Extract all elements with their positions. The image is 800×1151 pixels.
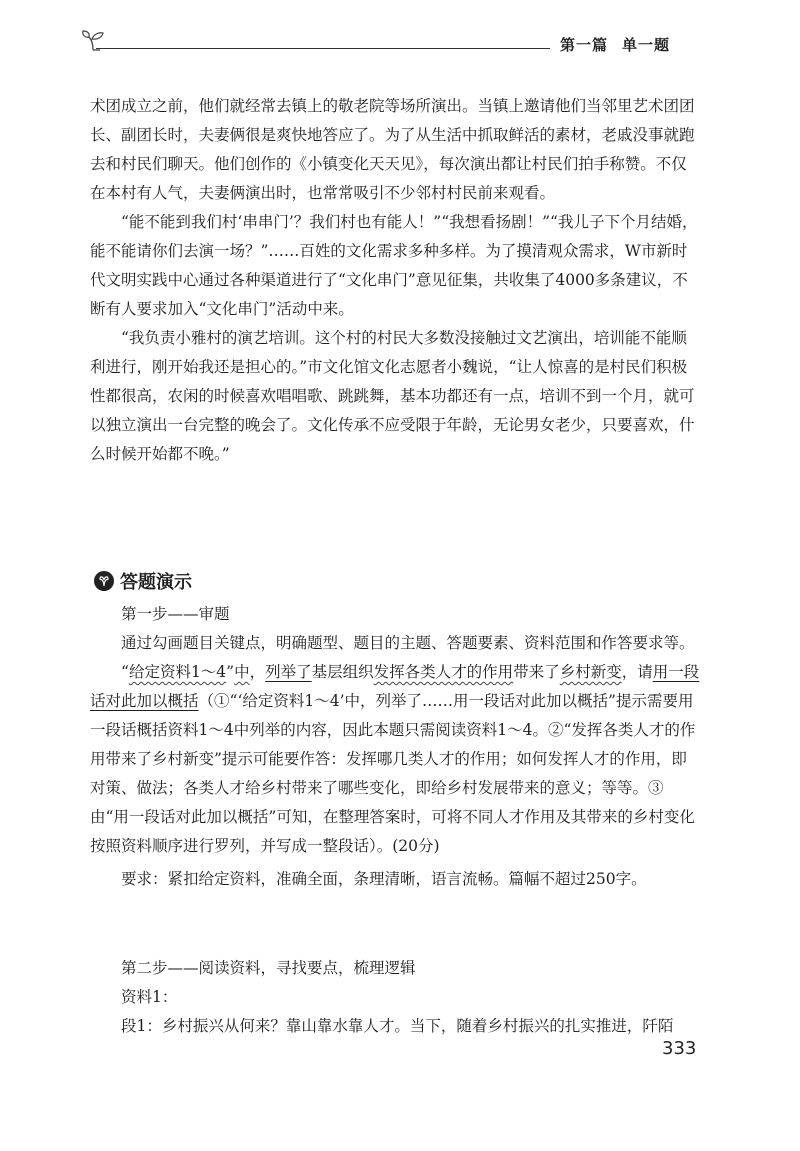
q-xinbian: 乡村新变: [559, 663, 622, 681]
header-rule: [96, 48, 550, 49]
section-heading: [94, 568, 192, 594]
section-title: 答题演示: [120, 572, 192, 593]
leaf-bullet-icon: [94, 571, 114, 591]
q-given: 给定资料1～4: [128, 663, 227, 681]
q-close: ”: [226, 663, 235, 681]
q-fahui: 发挥各类人才的作用: [373, 663, 514, 681]
step2-para1: 段1：乡村振兴从何来？靠山靠水靠人才。当下，随着乡村振兴的扎实推进，阡陌: [121, 1017, 674, 1035]
step1-block: [90, 600, 702, 894]
q-yong: 用一段话对此加以概括: [90, 663, 700, 710]
q-zhong: 中: [234, 663, 250, 681]
step1-question: [90, 658, 702, 861]
step2-block: [90, 954, 702, 1041]
page-number: 333: [662, 1038, 697, 1059]
body-paragraph-3: “我负责小雅村的演艺培训。这个村的村民大多数没接触过文艺演出，培训能不能顺利进行，刚开始我还是担心的。”市文化馆文化志愿者小魏说，“让人惊喜的是村民们积极性都很高，农闲的时候喜欢唱唱歌、跳跳舞，基本功都还有一点，培训不到一个月，就可以独立演出一台完整的晚会了。文化传承不应受限于年龄，无论男女老少，只要喜欢，什么时候开始都不晚。”: [90, 329, 695, 463]
q-analysis: （①“‘给定资料1～4’中，列举了……用一段话对此加以概括”提示需要用一段话概括资料1～4中列举的内容，因此本题只需阅读资料1～4。②“发挥各类人才的作用带来了乡村新变”提示可能要作答：发挥哪几类人才的作用；如何发挥人才的作用，即对策、做法；各类人才给乡村带来了哪些变化，即给乡村发展带来的意义；等等。③由“用一段话对此加以概括”可知，在整理答案时，可将不同人才作用及其带来的乡村变化按照资料顺序进行罗列，并写成一整段话）。(20分): [90, 692, 696, 855]
step1-requirement: 要求：紧扣给定资料，准确全面，条理清晰，语言流畅。篇幅不超过250字。: [121, 870, 647, 888]
header-section: 单一题: [622, 36, 671, 54]
running-header: [560, 34, 684, 55]
q-dailai: 带来了: [513, 663, 560, 681]
q-open: “: [121, 663, 129, 681]
q-jiceng: 基层组织: [311, 663, 374, 681]
upper-body: [90, 92, 702, 469]
step2-material: 资料1：: [121, 988, 178, 1006]
q-liju: 列举了: [265, 663, 312, 681]
body-paragraph-1: 术团成立之前，他们就经常去镇上的敬老院等场所演出。当镇上邀请他们当邻里艺术团团长、副团长时，夫妻俩很是爽快地答应了。为了从生活中抓取鲜活的素材，老戚没事就跑去和村民们聊天。他们创作的《小镇变化天天见》，每次演出都让村民们拍手称赞。不仅在本村有人气，夫妻俩演出时，也常常吸引不少邻村村民前来观看。: [90, 97, 695, 202]
q-qing: ，请: [621, 663, 653, 681]
q-comma: ，: [249, 663, 266, 681]
header-part: 第一篇: [560, 36, 609, 54]
step2-title: 第二步——阅读资料，寻找要点，梳理逻辑: [121, 959, 416, 977]
step1-intro: 通过勾画题目关键点，明确题型、题目的主题、答题要素、资料范围和作答要求等。: [121, 634, 695, 652]
step1-title: 第一步——审题: [121, 605, 230, 623]
body-paragraph-2: “能不能到我们村‘串串门’？我们村也有能人！”“我想看扬剧！”“我儿子下个月结婚，能不能请你们去演一场？”……百姓的文化需求多种多样。为了摸清观众需求，W市新时代文明实践中心通过各种渠道进行了“文化串门”意见征集，共收集了4000多条建议，不断有人要求加入“文化串门”活动中来。: [90, 213, 698, 318]
